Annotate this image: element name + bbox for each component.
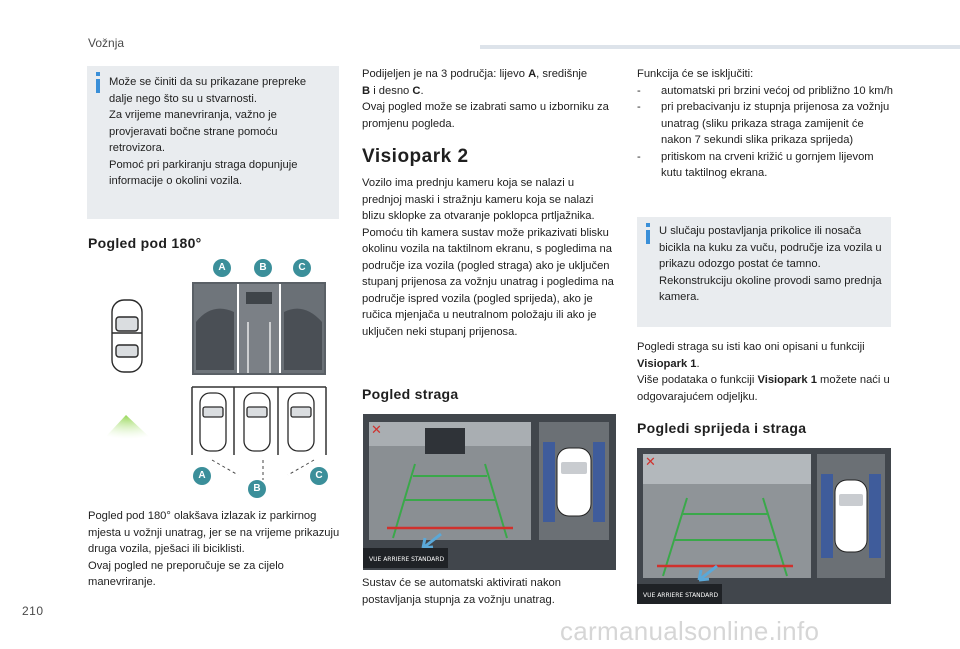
section-heading-180: Pogled pod 180° bbox=[88, 235, 202, 251]
deactivation-list bbox=[637, 83, 893, 182]
front-rear-view-screen bbox=[637, 448, 891, 604]
badge-c-bottom: C bbox=[310, 467, 328, 485]
deactivation-intro: Funkcija će se isključiti: bbox=[637, 68, 754, 80]
view-180-description: Pogled pod 180° olakšava izlazak iz parkirnog mjesta u vožnji unatrag, jer se na vrijeme prikazuju druga vozila, pješaci ili biciklisti. Ovaj pogled ne preporučuje se za cijelo manevriranje. bbox=[88, 510, 340, 588]
note-text: Može se činiti da su prikazane prepreke dalje nego što su u stvarnosti. Za vrijeme manevriranja, važno je provjeravati bočne strane pomoću retrovizora. Pomoć pri parkiranju straga dopunjuje informacije o okolini vozila. bbox=[109, 76, 307, 187]
page-number: 210 bbox=[22, 604, 44, 618]
rear-view-heading: Pogled straga bbox=[362, 386, 459, 402]
parking-diagram bbox=[88, 275, 340, 500]
rear-view-screen bbox=[363, 414, 616, 570]
header-rule bbox=[480, 45, 960, 49]
view-180-illustration bbox=[88, 255, 340, 500]
info-icon bbox=[96, 79, 100, 93]
visiopark2-heading: Visiopark 2 bbox=[362, 146, 469, 167]
badge-b-bottom: B bbox=[248, 480, 266, 498]
list-item: - pritiskom na crveni križić u gornjem lijevom kutu taktilnog ekrana. bbox=[637, 149, 893, 182]
screen-mode-label: VUE ARRIERE STANDARD bbox=[643, 592, 719, 599]
zones-intro: Podijeljen je na 3 područja: lijevo A, središnje B i desno C. Ovaj pogled može se izabrati samo u izborniku za promjenu pogleda. bbox=[362, 68, 609, 130]
badge-c-top: C bbox=[293, 259, 311, 277]
rear-view-caption: Sustav će se automatski aktivirati nakon postavljanja stupnja za vožnju unatrag. bbox=[362, 577, 561, 606]
info-note-2 bbox=[637, 217, 891, 327]
list-item: - pri prebacivanju iz stupnja prijenosa za vožnju unatrag (sliku prikaza straga zamijenit će nakon 7 sekundi slika prikaza sprijeda) bbox=[637, 99, 893, 149]
badge-a-top: A bbox=[213, 259, 231, 277]
screen-mode-label: VUE ARRIERE STANDARD bbox=[369, 556, 445, 563]
front-rear-views-heading: Pogledi sprijeda i straga bbox=[637, 420, 807, 436]
badge-b-top: B bbox=[254, 259, 272, 277]
info-icon bbox=[646, 230, 650, 244]
section-title: Vožnja bbox=[88, 36, 125, 50]
note-text: U slučaju postavljanja prikolice ili nosača bicikla na kuku za vuču, područje iza vozila u prikazu odozgo postat će tamno. Rekonstrukciju okoline provodi samo prednja kamera. bbox=[659, 225, 882, 303]
badge-a-bottom: A bbox=[193, 467, 211, 485]
rear-views-reference: Pogledi straga su isti kao oni opisani u funkciji Visiopark 1. Više podataka o funkciji Visiopark 1 možete naći u odgovarajućem odjeljku. bbox=[637, 341, 890, 403]
close-icon: ✕ bbox=[371, 423, 382, 438]
car-top-view bbox=[112, 300, 142, 372]
list-item: - automatski pri brzini većoj od približno 10 km/h bbox=[637, 83, 893, 100]
watermark: carmanualsonline.info bbox=[560, 616, 820, 646]
visiopark2-description: Vozilo ima prednju kameru koja se nalazi u prednjoj maski i stražnju kameru koja se nalazi blizu sklopke za otvaranje poklopca prtljažnika. Pomoću tih kamera sustav može prikazivati blisku okolinu vozila na taktilnom ekranu, s pogledima na područje iza vozila (pogled straga) ako je uključen stupanj prijenosa za vožnju unatrag i pogledima na područje ispred vozila (pogled sprijeda), ako je ručica mjenjača u neutralnom položaju ili ako je uključen neki stupanj prijenosa. bbox=[362, 177, 614, 338]
close-icon: ✕ bbox=[645, 455, 656, 470]
info-note-1 bbox=[87, 66, 339, 219]
